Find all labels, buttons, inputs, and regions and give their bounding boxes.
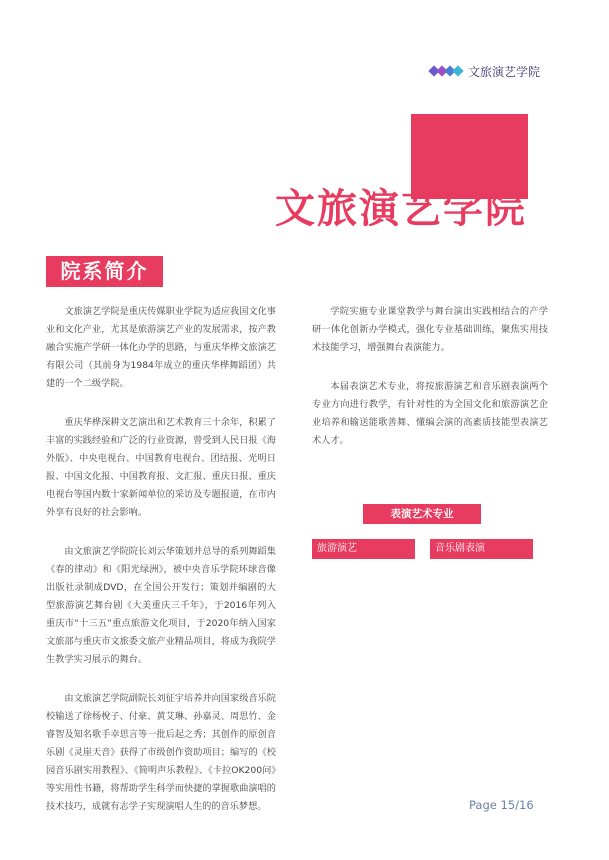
major-item-tourism-performance: 旅游演艺 (312, 539, 415, 559)
paragraph: 由文旅演艺学院副院长刘征宇培养并向国家级音乐院校输送了徐杨梲子、付豪、黄艾琳、孙嘉灵、周思竹、金睿智及知名歌手幸思言等一批后起之秀；其创作的原创音乐剧《灵崖天音》获得了市级创作资助项目；编写的《校园音乐剧实用教程》、《简明声乐教程》、《卡拉OK200问》等实用性书籍，将帮助学生科学而快捷的掌握歌曲演唱的技术技巧，成就有志学子实现演唱人生的的音乐梦想。 (46, 693, 276, 812)
paragraph: 学院实施专业课堂教学与舞台演出实践相结合的产学研一体化创新办学模式，强化专业基础训练，聚焦实用技术技能学习，增强舞台表演能力。 (312, 306, 548, 353)
paragraph: 由文旅演艺学院院长刘云华策划并总导的系列舞蹈集《春的律动》和《阳光绿洲》，被中央音乐学院环球音像出版社录制成DVD，在全国公开发行；策划并编剧的大型旅游演艺舞台剧《大美重庆三千年》，于2016年列入重庆市“十三五”重点旅游文化项目，于2020年纳入国家文旅部与重庆市文旅委文旅产业精品项目，将成为我院学生教学实习展示的舞台。 (46, 546, 276, 665)
page-title: 文旅演艺学院 (275, 186, 527, 232)
diamond-logo-icon (430, 65, 466, 77)
right-column (312, 303, 548, 471)
paragraph: 文旅演艺学院是重庆传媒职业学院为适应我国文化事业和文化产业，尤其是旅游演艺产业的发展需求，按产教融合实施产学研一体化办学的思路，与重庆华桦文旅演艺有限公司（其前身为1984年成立的重庆华桦舞蹈团）共建的一个二级学院。 (46, 306, 276, 389)
header-title: 文旅演艺学院 (468, 64, 541, 79)
diamond-icon (452, 65, 463, 76)
left-column (46, 303, 276, 837)
section-title: 院系简介 (46, 256, 163, 287)
major-item-musical-performance: 音乐剧表演 (430, 539, 533, 559)
major-title: 表演艺术专业 (363, 504, 481, 524)
paragraph: 本届表演艺术专业，将按旅游演艺和音乐剧表演两个专业方向进行教学，有针对性的为全国文化和旅游演艺企业培养和输送能歌善舞、懂编会演的高素质技能型表演艺术人才。 (312, 381, 548, 446)
header (430, 63, 540, 79)
page-number: Page 15/16 (469, 798, 534, 812)
paragraph: 重庆华桦深耕文艺演出和艺术教育三十余年，积累了丰富的实践经验和广泛的行业资源，曾受到人民日报《海外版》、中央电视台、中国教育电视台、团结报、光明日报、中国文化报、中国教育报、文汇报、重庆日报、重庆电视台等国内数十家新闻单位的采访及专题报道，在市内外享有良好的社会影响。 (46, 417, 276, 518)
